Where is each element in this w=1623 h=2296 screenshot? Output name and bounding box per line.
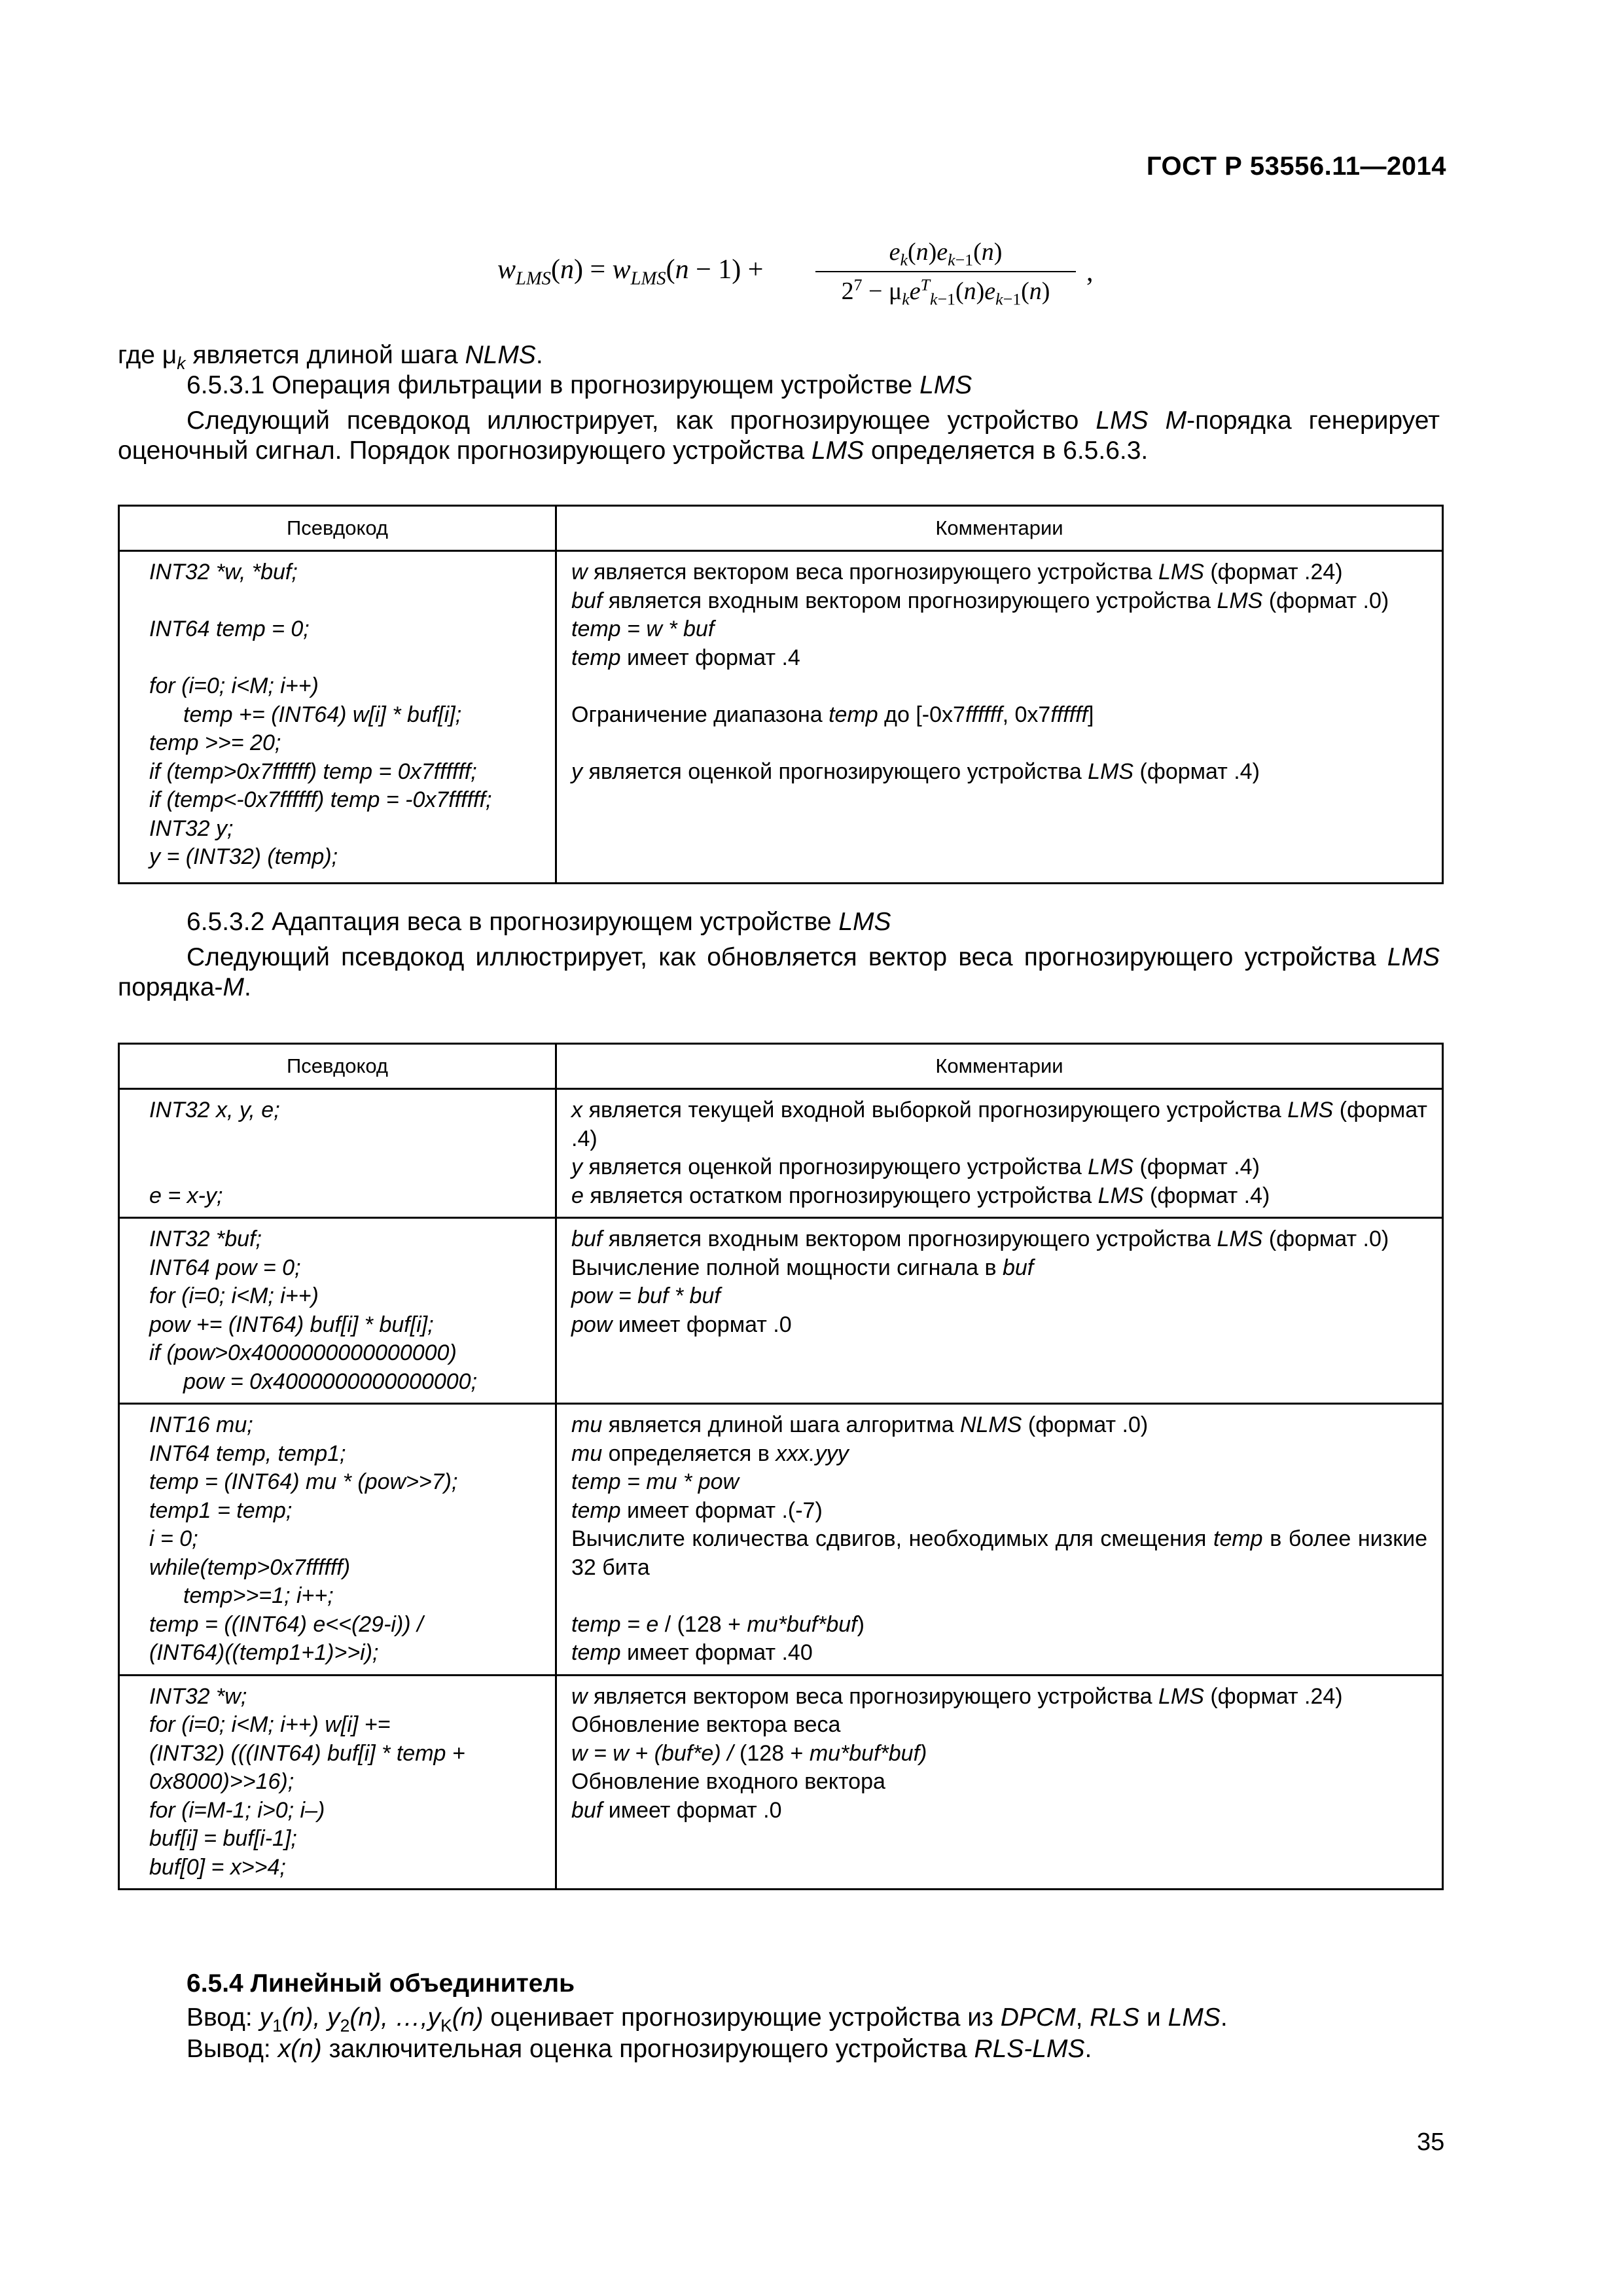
linear-combiner-output: Вывод: x(n) заключительная оценка прогнозирующего устройства RLS-LMS.	[187, 2035, 1092, 2063]
where-mu-line: где $\mu_k$ является длиной шага NLMS.	[118, 341, 543, 373]
formula-lhs: $w_{LMS}(n) = w_{LMS}(n - 1)$ +	[497, 255, 764, 289]
page-number: 35	[1417, 2128, 1445, 2156]
table2-row-update: INT32 *w; for (i=0; i<M; i++) w[i] += (INT32) (((INT64) buf[i] * temp + 0x8000)>>16); for (i=M-1; i>0; i–) buf[i] = buf[i-1]; buf[0] = x>>4; w является вектором веса прогнозирующего устройства LMS (формат .24) Обновление вектора веса w = w + (buf*e) / (128 + mu*buf*buf) Обновление входного вектора buf имеет формат .0	[119, 1675, 1443, 1890]
paragraph-filtering: Следующий псевдокод иллюстрирует, как прогнозирующее устройство LMS M-порядка генерирует оценочный сигнал. Порядок прогнозирующего устройства LMS определяется в 6.5.6.3.	[118, 406, 1440, 465]
lms-weight-formula	[497, 234, 1152, 319]
section-6-5-4-title: 6.5.4 Линейный объединитель	[187, 1969, 575, 1998]
table1-comments-cell: w является вектором веса прогнозирующего устройства LMS (формат .24) buf является входным вектором прогнозирующего устройства LMS (формат .0) temp = w * buf temp имеет формат .4 Ограничение диапазона temp до [-0x7ffffff, 0x7ffffff] y является оценкой прогнозирующего устройства LMS (формат .4)	[556, 551, 1443, 884]
linear-combiner-input: Ввод: $y_1(n)$, $y_2(n)$, $\dots,y_K(n)$ оценивает прогнозирующие устройства из DPCM, RLS и LMS.	[187, 2003, 1228, 2036]
table2-header-comments: Комментарии	[556, 1044, 1443, 1089]
table2-header-pseudocode: Псевдокод	[119, 1044, 556, 1089]
formula-comma: ,	[1086, 257, 1094, 287]
formula-denominator: $2^7 - \mu_ke^T_{k-1}(n)e_{k-1}(n)$	[841, 275, 1050, 309]
standard-header: ГОСТ Р 53556.11—2014	[1146, 152, 1446, 181]
table-filtering-pseudocode	[118, 505, 1444, 884]
paragraph-weight-adaptation: Следующий псевдокод иллюстрирует, как обновляется вектор веса прогнозирующего устройства LMS порядка-M.	[118, 943, 1440, 1001]
table-weight-adaptation-pseudocode	[118, 1043, 1444, 1890]
formula-fraction	[812, 234, 1080, 309]
section-6-5-3-2-title: 6.5.3.2 Адаптация веса в прогнозирующем устройстве LMS	[187, 908, 891, 936]
fraction-bar	[815, 271, 1076, 272]
table2-row-residual: INT32 x, y, e; e = x-y; x является текущей входной выборкой прогнозирующего устройства LMS (формат .4) y является оценкой прогнозирующего устройства LMS (формат .4) e является остатком прогнозирующего устройства LMS (формат .4)	[119, 1089, 1443, 1218]
formula-numerator: $e_k(n)e_{k-1}(n)$	[889, 238, 1003, 270]
table2-row-step: INT16 mu; INT64 temp, temp1; temp = (INT64) mu * (pow>>7); temp1 = temp; i = 0; while(temp>0x7ffffff) temp>>=1; i++; temp = ((INT64) e<<(29-i)) / (INT64)((temp1+1)>>i); mu является длиной шага алгоритма NLMS (формат .0) mu определяется в xxx.yyy temp = mu * pow temp имеет формат .(-7) Вычислите количества сдвигов, необходимых для смещения temp в более низкие 32 бита temp = e / (128 + mu*buf*buf) temp имеет формат .40	[119, 1404, 1443, 1676]
table1-header-pseudocode: Псевдокод	[119, 506, 556, 551]
table1-pseudocode-cell: INT32 *w, *buf; INT64 temp = 0; for (i=0; i<M; i++) temp += (INT64) w[i] * buf[i]; temp >>= 20; if (temp>0x7ffffff) temp = 0x7ffffff; if (temp<-0x7ffffff) temp = -0x7ffffff; INT32 y; y = (INT32) (temp);	[119, 551, 556, 884]
table2-row-power: INT32 *buf; INT64 pow = 0; for (i=0; i<M; i++) pow += (INT64) buf[i] * buf[i]; if (pow>0x4000000000000000) pow = 0x4000000000000000; buf является входным вектором прогнозирующего устройства LMS (формат .0) Вычисление полной мощности сигнала в buf pow = buf * buf pow имеет формат .0	[119, 1218, 1443, 1404]
table1-header-comments: Комментарии	[556, 506, 1443, 551]
section-6-5-3-1-title: 6.5.3.1 Операция фильтрации в прогнозирующем устройстве LMS	[187, 371, 972, 399]
